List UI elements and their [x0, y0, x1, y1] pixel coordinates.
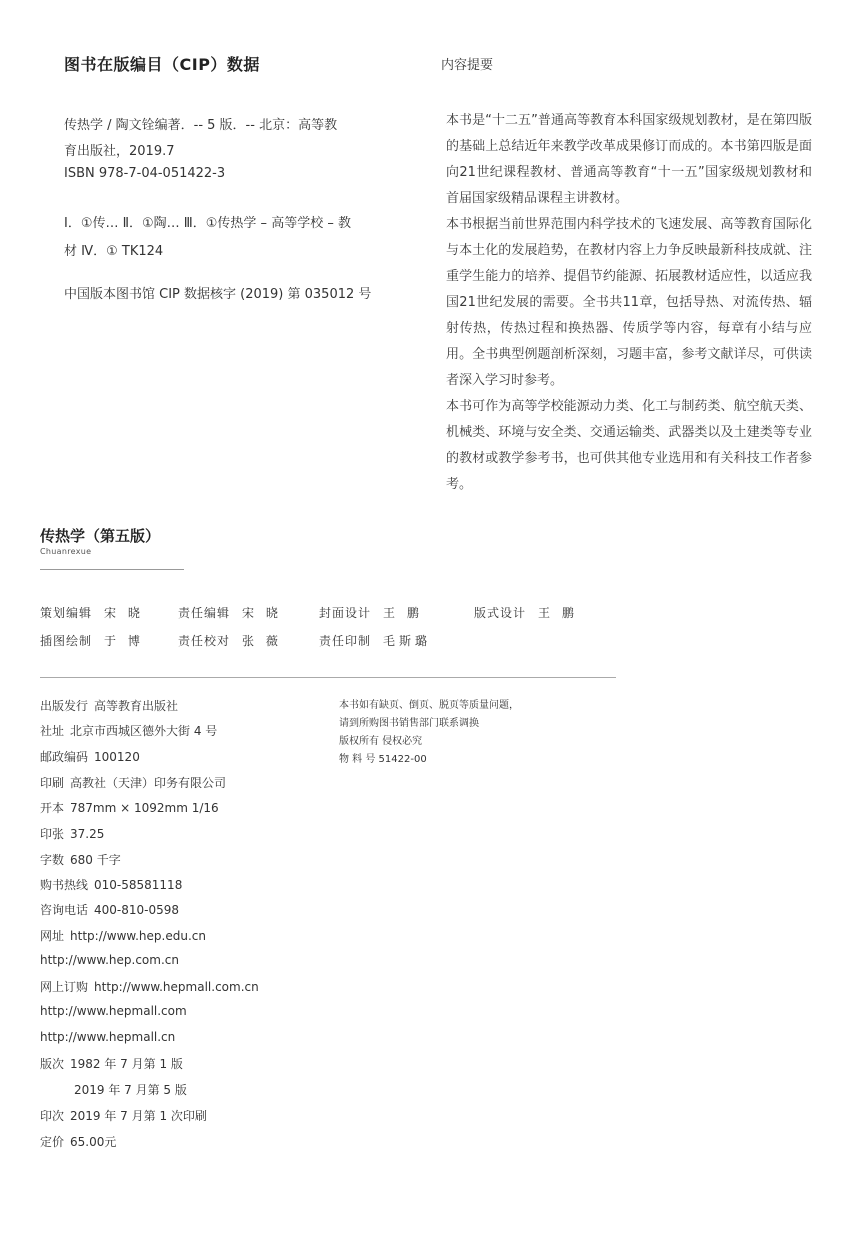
pub-value: 高教社（天津）印务有限公司 — [70, 776, 227, 790]
pub-order-link[interactable]: http://www.hepmall.com.cn — [94, 980, 259, 994]
pub-order — [40, 978, 259, 995]
staff-value: 毛斯璐 — [383, 634, 432, 648]
staff-value: 于 博 — [104, 634, 144, 648]
staff-planning-editor — [40, 604, 144, 621]
pub-printing — [40, 1107, 207, 1124]
title-rule — [40, 569, 184, 570]
notice-line: 版权所有 侵权必究 — [339, 736, 423, 747]
pub-value: 65.00元 — [70, 1135, 117, 1149]
notice-line: 请到所购图书销售部门联系调换 — [339, 718, 479, 729]
cip-heading: 图书在版编目（CIP）数据 — [64, 55, 260, 74]
pub-value: 400-810-0598 — [94, 903, 180, 917]
pub-address — [40, 722, 217, 739]
staff-value: 张 薇 — [242, 634, 282, 648]
summary-body — [446, 108, 812, 498]
staff-label: 封面设计 — [319, 606, 372, 620]
pub-label: 版次 — [40, 1057, 65, 1071]
pub-website-link[interactable]: http://www.hep.com.cn — [40, 953, 179, 967]
staff-value: 宋 晓 — [242, 606, 282, 620]
pub-edition-current: 2019 年 7 月第 5 版 — [74, 1083, 187, 1097]
pub-label: 网上订购 — [40, 980, 89, 994]
pub-label: 印刷 — [40, 776, 65, 790]
cip-record-number: 中国版本图书馆 CIP 数据核字 (2019) 第 035012 号 — [64, 287, 372, 302]
staff-printing — [319, 632, 431, 649]
pub-value: 100120 — [94, 750, 140, 764]
pub-label: 开本 — [40, 801, 65, 815]
pub-order-link[interactable]: http://www.hepmall.com — [40, 1004, 187, 1018]
pub-label: 定价 — [40, 1135, 65, 1149]
pub-consult — [40, 901, 179, 918]
cip-line: 传热学 / 陶文铨编著．-- 5 版．-- 北京：高等教 — [64, 118, 338, 133]
pub-price — [40, 1133, 116, 1150]
pub-label: 咨询电话 — [40, 903, 89, 917]
pub-postcode — [40, 748, 140, 765]
pub-edition — [40, 1055, 183, 1072]
pub-value: 2019 年 7 月第 1 次印刷 — [70, 1109, 207, 1123]
staff-value: 王 鹏 — [538, 606, 578, 620]
notice-line: 物 料 号 51422-00 — [339, 754, 427, 765]
staff-label: 插图绘制 — [40, 634, 93, 648]
pub-order-link[interactable]: http://www.hepmall.cn — [40, 1030, 176, 1044]
staff-label: 责任印制 — [319, 634, 372, 648]
staff-label: 责任校对 — [178, 634, 231, 648]
book-pinyin: Chuanrexue — [40, 547, 92, 556]
pub-label: 网址 — [40, 929, 65, 943]
cip-classification: 材 Ⅳ．① TK124 — [64, 244, 164, 259]
staff-value: 宋 晓 — [104, 606, 144, 620]
cip-isbn: ISBN 978-7-04-051422-3 — [64, 166, 226, 181]
pub-label: 字数 — [40, 853, 65, 867]
pub-label: 印张 — [40, 827, 65, 841]
pub-value: 787mm × 1092mm 1/16 — [70, 801, 219, 815]
pub-label: 邮政编码 — [40, 750, 89, 764]
pub-label: 印次 — [40, 1109, 65, 1123]
staff-illustration — [40, 632, 144, 649]
summary-heading: 内容提要 — [441, 58, 494, 73]
pub-label: 社址 — [40, 724, 65, 738]
summary-paragraph: 本书可作为高等学校能源动力类、化工与制药类、航空航天类、机械类、环境与安全类、交通运输类、武器类以及土建类等专业的教材或教学参考书，也可供其他专业选用和有关科技工作者参考。 — [446, 399, 812, 492]
staff-label: 策划编辑 — [40, 606, 93, 620]
pub-label: 购书热线 — [40, 878, 89, 892]
summary-paragraph: 本书根据当前世界范围内科学技术的飞速发展、高等教育国际化与本土化的发展趋势，在教材内容上力争反映最新科技成就、注重学生能力的培养、提倡节约能源、拓展教材适应性，以适应我国21世纪发展的需要。全书共11章，包括导热、对流传热、辐射传热，传热过程和换热器、传质学等内容，每章有小结与应用。全书典型例题剖析深刻，习题丰富，参考文献详尽，可供读者深入学习时参考。 — [446, 217, 812, 388]
pub-hotline — [40, 876, 182, 893]
staff-label: 版式设计 — [474, 606, 527, 620]
pub-value: 北京市西城区德外大街 4 号 — [70, 724, 218, 738]
pub-website — [40, 927, 206, 944]
pub-website-link[interactable]: http://www.hep.edu.cn — [70, 929, 206, 943]
pub-value: 010-58581118 — [94, 878, 183, 892]
pub-publisher — [40, 697, 178, 714]
pub-value: 680 千字 — [70, 853, 121, 867]
staff-value: 王 鹏 — [383, 606, 423, 620]
pub-value: 1982 年 7 月第 1 版 — [70, 1057, 183, 1071]
pub-printer — [40, 774, 226, 791]
pub-words — [40, 851, 121, 868]
staff-proofreading — [178, 632, 282, 649]
pub-sheets — [40, 825, 104, 842]
book-title: 传热学（第五版） — [40, 527, 161, 545]
notice-line: 本书如有缺页、倒页、脱页等质量问题， — [339, 700, 519, 711]
cip-classification: Ⅰ．①传… Ⅱ．①陶… Ⅲ．①传热学 – 高等学校 – 教 — [64, 216, 351, 231]
staff-label: 责任编辑 — [178, 606, 231, 620]
staff-responsible-editor — [178, 604, 282, 621]
pub-value: 37.25 — [70, 827, 105, 841]
pub-value: 高等教育出版社 — [94, 699, 179, 713]
staff-cover-design — [319, 604, 423, 621]
section-divider — [40, 677, 616, 678]
cip-line: 育出版社，2019.7 — [64, 144, 175, 159]
pub-label: 出版发行 — [40, 699, 89, 713]
pub-format — [40, 799, 219, 816]
summary-paragraph: 本书是“十二五”普通高等教育本科国家级规划教材，是在第四版的基础上总结近年来教学改革成果修订而成的。本书第四版是面向21世纪课程教材、普通高等教育“十一五”国家级规划教材和首届国家级精品课程主讲教材。 — [446, 113, 812, 206]
staff-layout-design — [474, 604, 578, 621]
